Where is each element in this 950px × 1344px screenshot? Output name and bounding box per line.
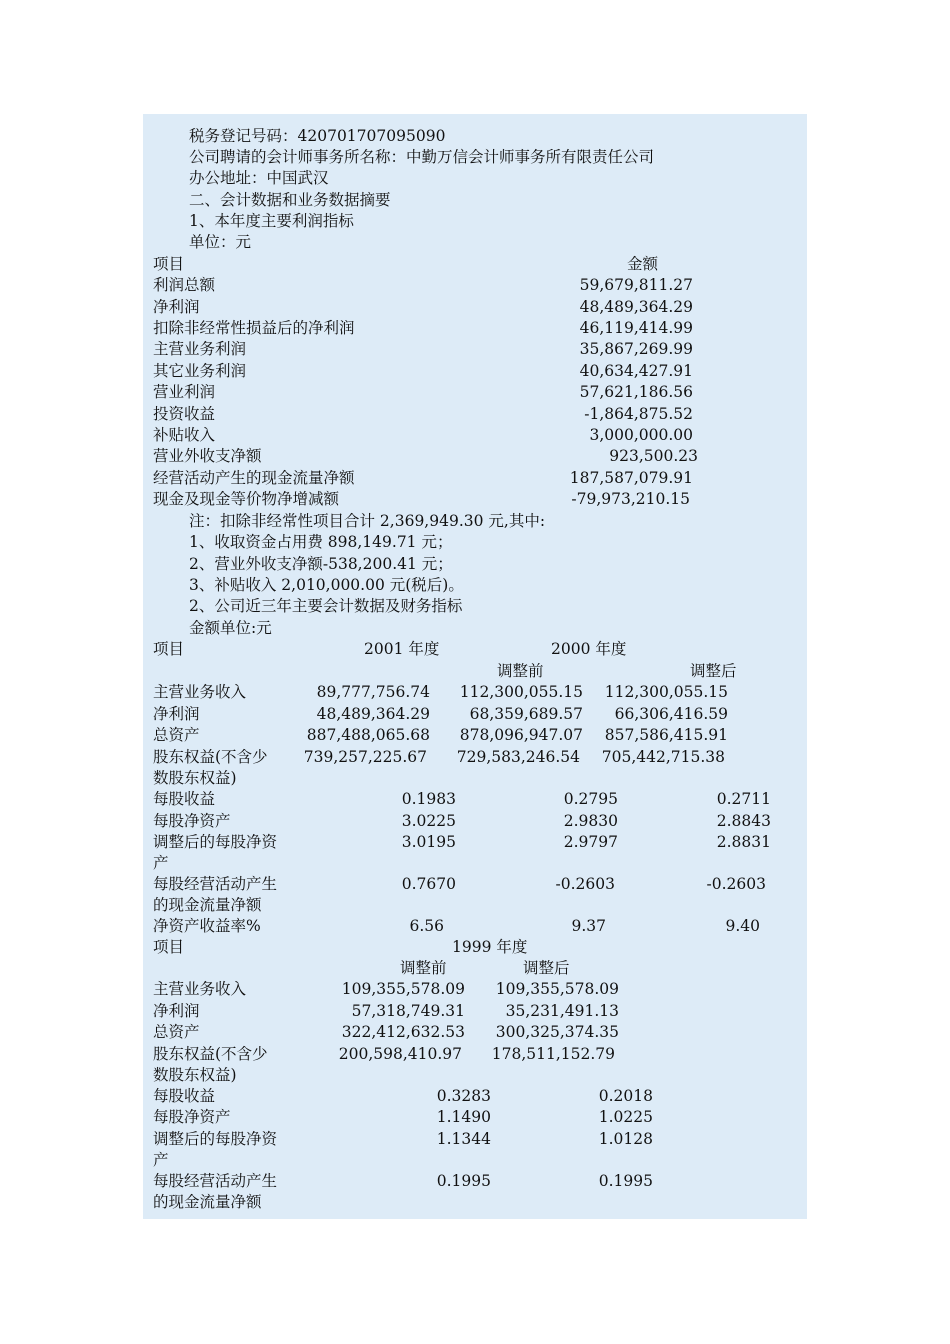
table3-row-label-cont: 数股东权益) [153,1066,237,1084]
table3-row-label: 净利润 [153,1002,200,1020]
profit-row-label: 经营活动产生的现金流量净额 [153,469,355,487]
table2-cell-2000-after: 112,300,055.15 [604,683,728,701]
table3-row-label: 每股收益 [153,1087,216,1105]
subsection-heading: 1、本年度主要利润指标 [189,212,354,230]
profit-row-value: 46,119,414.99 [579,319,693,337]
table2-cell-2000-before: 0.2795 [563,790,618,808]
profit-row-value: 923,500.23 [609,447,698,465]
table3-row-label: 总资产 [153,1023,200,1041]
unit-label: 金额单位:元 [189,619,272,637]
table2-cell-2000-before: 729,583,246.54 [456,748,580,766]
table2-cell-2000-after: 2.8831 [716,833,771,851]
table2-row-label: 每股经营活动产生 [153,875,278,893]
profit-row-label: 营业利润 [153,383,216,401]
profit-row-value: 40,634,427.91 [579,362,693,380]
table2-cell-2001: 3.0195 [401,833,456,851]
table2-header-2001: 2001 年度 [364,640,440,658]
table3-row-label-cont: 的现金流量净额 [153,1193,262,1211]
table2-cell-2000-after: 0.2711 [716,790,771,808]
table2-header-item: 项目 [153,640,185,658]
table3-cell-after: 300,325,374.35 [495,1023,619,1041]
table2-cell-2001: 3.0225 [401,812,456,830]
table3-cell-before: 0.1995 [436,1172,491,1190]
table3-cell-after: 1.0128 [598,1130,653,1148]
table3-row-label: 主营业务收入 [153,980,247,998]
table2-row-label: 主营业务收入 [153,683,247,701]
table2-row-label: 股东权益(不含少 [153,748,268,766]
table2-cell-2000-before: 2.9830 [563,812,618,830]
table2-row-label: 每股收益 [153,790,216,808]
note-line: 注：扣除非经常性项目合计 2,369,949.30 元,其中: [189,512,546,530]
table2-cell-2000-after: 857,586,415.91 [604,726,728,744]
table2-cell-2000-before: 2.9797 [563,833,618,851]
table2-row-label: 调整后的每股净资 [153,833,278,851]
tax-registration-line: 税务登记号码：420701707095090 [189,127,446,145]
table2-cell-2000-after: 2.8843 [716,812,771,830]
table2-cell-2001: 739,257,225.67 [303,748,427,766]
table3-header-after: 调整后 [523,959,570,977]
profit-row-label: 营业外收支净额 [153,447,262,465]
table3-cell-after: 0.1995 [598,1172,653,1190]
note-line: 1、收取资金占用费 898,149.71 元； [189,533,453,551]
table3-cell-after: 109,355,578.09 [495,980,619,998]
table3-cell-after: 1.0225 [598,1108,653,1126]
table3-cell-before: 322,412,632.53 [341,1023,465,1041]
table2-cell-2000-after: 66,306,416.59 [614,705,728,723]
profit-row-label: 主营业务利润 [153,340,247,358]
profit-table-header-item: 项目 [153,255,185,273]
profit-row-label: 扣除非经常性损益后的净利润 [153,319,355,337]
table3-row-label: 调整后的每股净资 [153,1130,278,1148]
table3-row-label: 股东权益(不含少 [153,1045,268,1063]
table2-cell-2000-before: 878,096,947.07 [459,726,583,744]
profit-row-value: 35,867,269.99 [579,340,693,358]
profit-row-label: 利润总额 [153,276,216,294]
table3-cell-after: 178,511,152.79 [491,1045,615,1063]
table2-cell-2000-before: 68,359,689.57 [469,705,583,723]
profit-row-label: 其它业务利润 [153,362,247,380]
table3-row-label: 每股经营活动产生 [153,1172,278,1190]
table2-cell-2001: 0.7670 [401,875,456,893]
profit-row-value: -79,973,210.15 [571,490,690,508]
profit-row-label: 投资收益 [153,405,216,423]
note-line: 3、补贴收入 2,010,000.00 元(税后)。 [189,576,464,594]
profit-row-value: -1,864,875.52 [584,405,693,423]
table3-cell-before: 57,318,749.31 [351,1002,465,1020]
table3-cell-after: 0.2018 [598,1087,653,1105]
office-address-line: 办公地址：中国武汉 [189,169,329,187]
table3-header-before: 调整前 [400,959,447,977]
table3-cell-before: 1.1490 [436,1108,491,1126]
table2-cell-2000-before: -0.2603 [555,875,615,893]
table3-cell-before: 0.3283 [436,1087,491,1105]
profit-row-label: 补贴收入 [153,426,216,444]
profit-row-label: 净利润 [153,298,200,316]
profit-row-value: 187,587,079.91 [569,469,693,487]
table2-row-label-cont: 的现金流量净额 [153,896,262,914]
table2-row-label: 净利润 [153,705,200,723]
table2-cell-2001: 89,777,756.74 [316,683,430,701]
table2-cell-2001: 887,488,065.68 [306,726,430,744]
table3-header-item: 项目 [153,938,185,956]
note-line: 2、营业外收支净额-538,200.41 元； [189,555,453,573]
table2-row-label: 每股净资产 [153,812,231,830]
table2-row-label: 总资产 [153,726,200,744]
table2-header-after: 调整后 [690,662,737,680]
table2-row-label-cont: 数股东权益) [153,769,237,787]
table2-cell-2000-after: 705,442,715.38 [601,748,725,766]
table3-row-label-cont: 产 [153,1151,169,1169]
table2-cell-2000-before: 112,300,055.15 [459,683,583,701]
unit-label: 单位：元 [189,233,252,251]
table2-header-before: 调整前 [497,662,544,680]
table2-cell-2000-before: 9.37 [571,917,606,935]
table3-row-label: 每股净资产 [153,1108,231,1126]
table2-row-label: 净资产收益率% [153,917,261,935]
table3-cell-after: 35,231,491.13 [505,1002,619,1020]
table3-cell-before: 1.1344 [436,1130,491,1148]
subsection-heading: 2、公司近三年主要会计数据及财务指标 [189,597,463,615]
table2-cell-2000-after: 9.40 [725,917,760,935]
table3-header-1999: 1999 年度 [452,938,528,956]
table2-cell-2000-after: -0.2603 [706,875,766,893]
table3-cell-before: 109,355,578.09 [341,980,465,998]
profit-row-label: 现金及现金等价物净增减额 [153,490,340,508]
table2-header-2000: 2000 年度 [551,640,627,658]
profit-row-value: 48,489,364.29 [579,298,693,316]
profit-table-header-amount: 金额 [627,255,659,273]
auditor-line: 公司聘请的会计师事务所名称：中勤万信会计师事务所有限责任公司 [189,148,655,166]
section-heading: 二、会计数据和业务数据摘要 [189,191,391,209]
profit-row-value: 59,679,811.27 [579,276,693,294]
profit-row-value: 57,621,186.56 [579,383,693,401]
table2-cell-2001: 48,489,364.29 [316,705,430,723]
table2-row-label-cont: 产 [153,854,169,872]
table2-cell-2001: 6.56 [409,917,444,935]
table2-cell-2001: 0.1983 [401,790,456,808]
table3-cell-before: 200,598,410.97 [338,1045,462,1063]
profit-row-value: 3,000,000.00 [589,426,693,444]
